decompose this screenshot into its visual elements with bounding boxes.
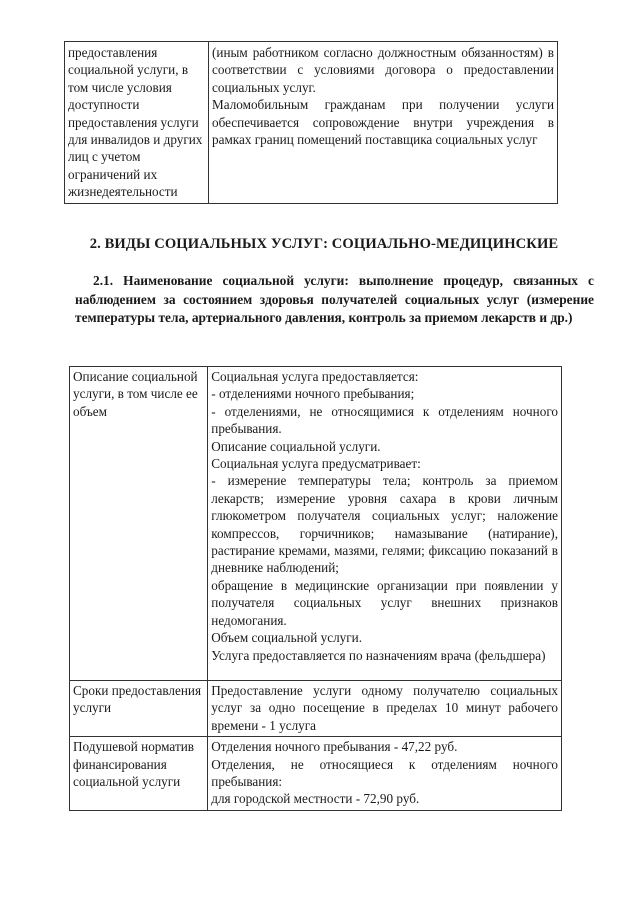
content-line: Услуга предоставляется по назначениям врача (фельдшера) xyxy=(211,647,546,663)
content-line: - отделениями, не относящимися к отделениям ночного пребывания. xyxy=(211,403,558,437)
row-content xyxy=(208,367,562,681)
content-line: Социальная услуга предусматривает: xyxy=(211,456,421,472)
content-line: (иным работником согласно должностным обязанностям) в соответствии с условиями договора о предоставлении социальных услуг. xyxy=(212,45,554,95)
content-line: Объем социальной услуги. xyxy=(211,630,363,646)
content-line: Предоставление услуги одному получателю социальных услуг за одно посещение в пределах 10 минут рабочего времени - 1 услуга xyxy=(211,682,558,733)
subsection-paragraph xyxy=(75,272,594,328)
content-line: Маломобильным гражданам при получении услуги обеспечивается сопровождение внутри учреждения в рамках границ помещений поставщика социальных услуг xyxy=(212,97,554,148)
row-label xyxy=(70,367,208,681)
row-label-text: предоставления социальной услуги, в том числе условия доступности предоставления услуги для инвалидов и других лиц с учетом ограничений их жизнедеятельности xyxy=(68,45,203,200)
row-label xyxy=(70,680,208,736)
row-label xyxy=(70,737,208,811)
row-content xyxy=(208,737,562,811)
content-line: - измерение температуры тела; контроль за приемом лекарств; измерение уровня сахара в крови личным глюкометром получателя социальных услуг; наложение компрессов, горчичников; намазывание (натирание), растирание кремами, мазями, гелями; фиксацию показаний в дневнике наблюдений; xyxy=(211,473,558,576)
content-line: обращение в медицинские организации при появлении у получателя социальных услуг внешних признаков недомогания. xyxy=(211,577,558,628)
content-line: Социальная услуга предоставляется: xyxy=(211,369,419,384)
row-label-text: Подушевой норматив финансирования социальной услуги xyxy=(73,739,194,789)
table-row xyxy=(65,42,558,204)
service-details-table xyxy=(69,366,562,811)
table-row xyxy=(70,367,562,681)
subsection-text: Наименование социальной услуги: выполнение процедур, связанных с наблюдением за состоянием здоровья получателей социальных услуг (измерение температуры тела, артериального давления, контроль за приемом лекарств и др.) xyxy=(75,273,594,326)
row-content xyxy=(208,680,562,736)
content-line: Отделения ночного пребывания - 47,22 руб. xyxy=(211,739,458,755)
section-heading: 2. ВИДЫ СОЦИАЛЬНЫХ УСЛУГ: СОЦИАЛЬНО-МЕДИЦИНСКИЕ xyxy=(89,236,559,252)
row-label xyxy=(65,42,209,204)
content-line: Описание социальной услуги. xyxy=(211,438,381,454)
content-line: Отделения, не относящиеся к отделениям ночного пребывания: xyxy=(211,756,558,789)
row-content xyxy=(209,42,558,204)
content-line: для городской местности - 72,90 руб. xyxy=(211,791,420,807)
row-label-text: Сроки предоставления услуги xyxy=(73,682,202,716)
row-label-text: Описание социальной услуги, в том числе ее объем xyxy=(73,369,198,419)
subsection-number: 2.1. xyxy=(93,273,114,288)
service-conditions-table xyxy=(64,41,558,204)
table-row xyxy=(70,680,562,736)
content-line: - отделениями ночного пребывания; xyxy=(211,386,415,402)
table-row xyxy=(70,737,562,811)
